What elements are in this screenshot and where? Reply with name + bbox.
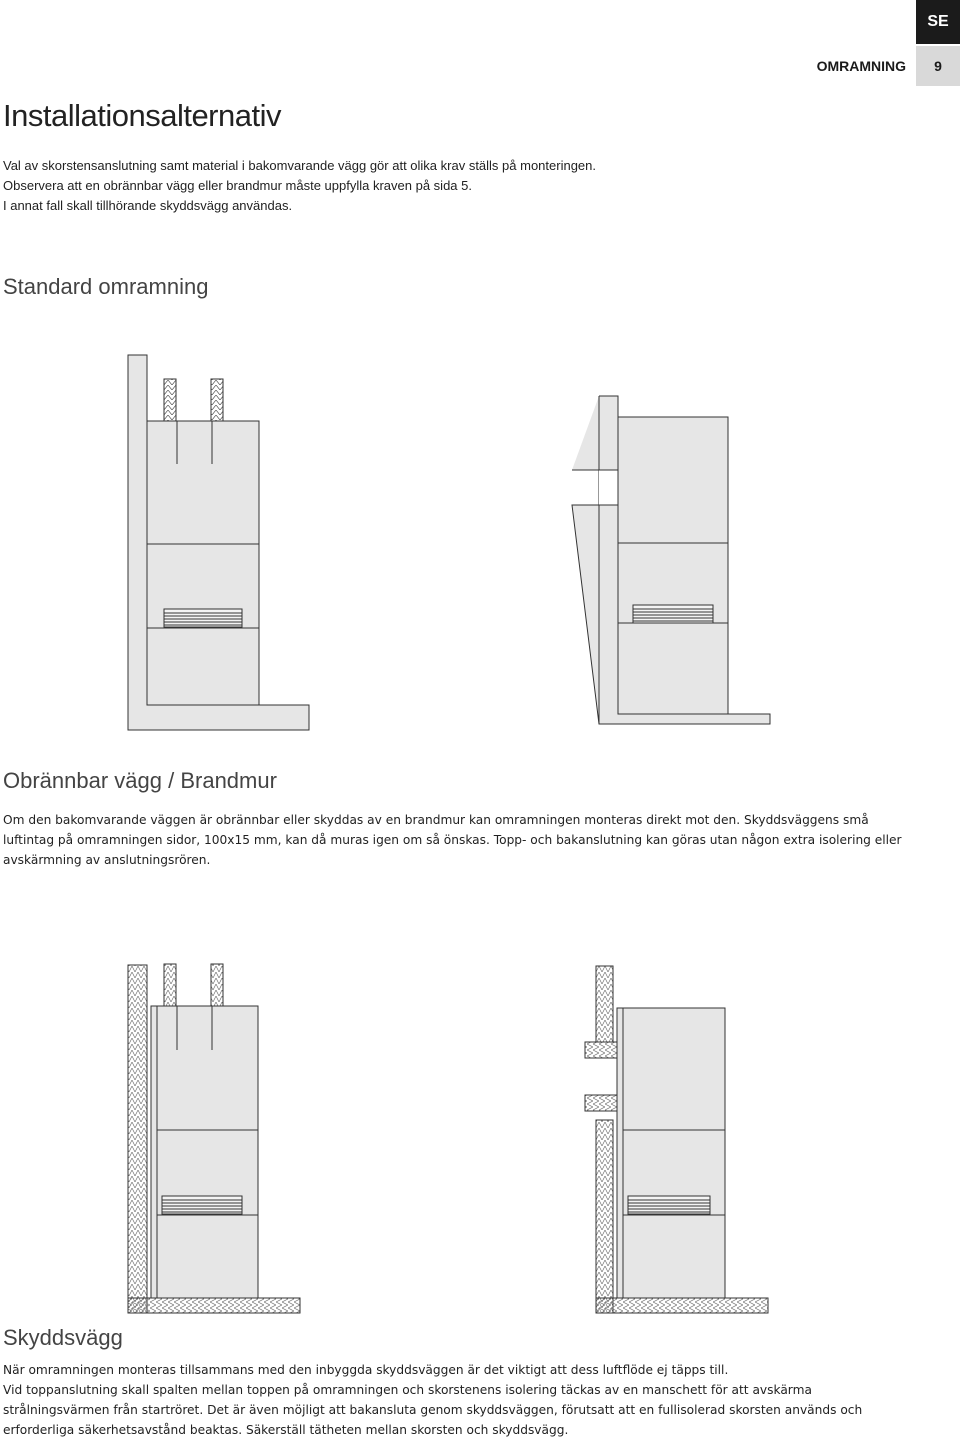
body-line: erforderliga säkerhetsavstånd beaktas. Säkerställ tätheten mellan skorsten och skyddsvägg. (3, 1423, 569, 1437)
insulated-wall-floor (596, 1298, 768, 1313)
air-vent-grille (628, 1196, 710, 1214)
body-line: strålningsvärmen från startröret. Det är även möjligt att bakansluta genom skyddsväggen, förutsatt att en fullisolerad skorsten används och (3, 1403, 863, 1417)
intro-line: I annat fall skall tillhörande skyddsvägg användas. (3, 198, 293, 213)
insulated-wall-vertical-upper (596, 966, 613, 1042)
stove-frame-upper (147, 421, 259, 544)
body-line: avskärmning av anslutningsrören. (3, 853, 211, 867)
insulated-wall-vertical (128, 965, 147, 1313)
stove-frame-lower (157, 1215, 258, 1298)
body-line: Om den bakomvarande väggen är obrännbar eller skyddas av en brandmur kan omramningen monteras direkt mot den. Skyddsväggens små (3, 813, 869, 827)
insulated-wall-floor (128, 1298, 300, 1313)
page-title: Installationsalternativ (3, 98, 281, 133)
air-vent-grille (633, 605, 713, 623)
insulated-wall-vertical-lower (596, 1120, 613, 1313)
chimney-pipe-left (164, 379, 176, 421)
section-label: OMRAMNING (816, 58, 906, 74)
chimney-pipe-left (164, 964, 176, 1006)
diagram-skyddsvagg-top-connection (120, 960, 310, 1320)
intro-paragraph (3, 156, 903, 216)
diagram-standard-back-connection (560, 390, 780, 735)
stove-frame-lower (623, 1215, 725, 1298)
chimney-pipe-right (211, 379, 223, 421)
air-vent-grille (164, 609, 242, 627)
protective-wall-plate (151, 1006, 157, 1298)
diagram-standard-top-connection (120, 350, 320, 740)
skyddsvagg-paragraph (3, 1360, 903, 1440)
protective-wall-plate (617, 1008, 623, 1298)
intro-line: Observera att en obrännbar vägg eller brandmur måste uppfylla kraven på sida 5. (3, 178, 472, 193)
body-line: När omramningen monteras tillsammans med den inbyggda skyddsväggen är det viktigt att dess luftflöde ej täpps till. (3, 1363, 729, 1377)
stove-frame-upper (618, 417, 728, 543)
obrannbar-heading: Obrännbar vägg / Brandmur (3, 768, 277, 793)
language-badge: SE (916, 0, 960, 44)
obrannbar-paragraph (3, 810, 903, 870)
standard-heading: Standard omramning (3, 274, 209, 299)
stove-frame-lower (618, 623, 728, 714)
air-vent-grille (162, 1196, 242, 1214)
chimney-pipe-right (211, 964, 223, 1006)
body-line: Vid toppanslutning skall spalten mellan toppen på omramningen och skorstenens isolering täckas av en manschett för att avskärma (3, 1383, 812, 1397)
stove-frame-lower (147, 628, 259, 705)
body-line: luftintag på omramningen sidor, 100x15 mm, kan då muras igen om så önskas. Topp- och bakanslutning kan göras utan någon extra isolering eller (3, 833, 902, 847)
skyddsvagg-heading: Skyddsvägg (3, 1325, 123, 1350)
intro-line: Val av skorstensanslutning samt material i bakomvarande vägg gör att olika krav ställs på monteringen. (3, 158, 596, 173)
diagram-skyddsvagg-back-connection (575, 960, 775, 1320)
stove-frame-upper (157, 1006, 258, 1130)
page-number: 9 (916, 46, 960, 86)
stove-frame-upper (623, 1008, 725, 1130)
